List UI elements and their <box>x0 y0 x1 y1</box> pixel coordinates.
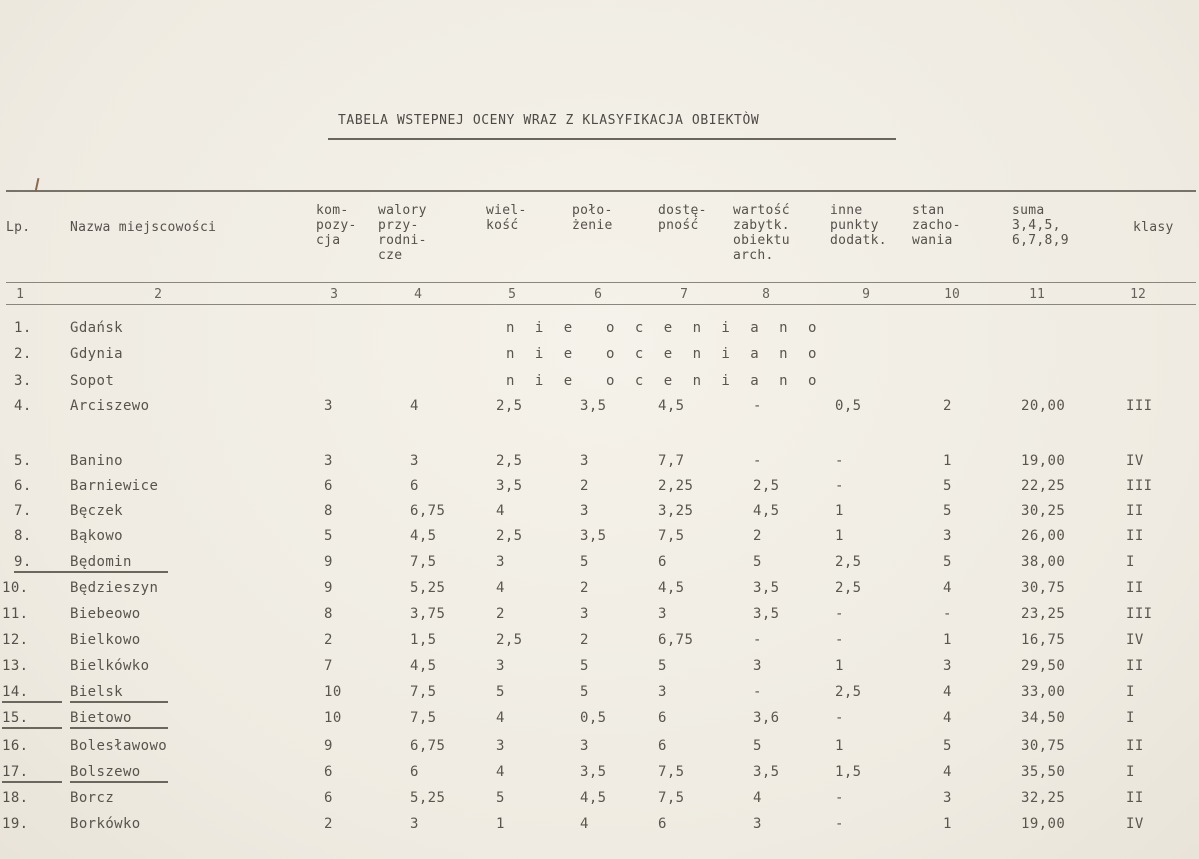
score-cell-c6: 3,5 <box>580 398 607 414</box>
score-cell-c3: 6 <box>324 764 333 780</box>
score-cell-c8: 3 <box>753 658 762 674</box>
score-cell-c9: 1,5 <box>835 764 862 780</box>
score-cell-c4: 3 <box>410 453 419 469</box>
not-rated-note: o c e n i a n o <box>606 373 823 389</box>
score-cell-c7: 2,25 <box>658 478 694 494</box>
score-cell-c6: 2 <box>580 580 589 596</box>
row-number: 13. <box>2 658 29 674</box>
place-name: Borkówko <box>70 816 141 832</box>
score-cell-c7: 7,5 <box>658 528 685 544</box>
score-cell-c3: 2 <box>324 816 333 832</box>
score-cell-c5: 5 <box>496 684 505 700</box>
score-cell-c5: 4 <box>496 764 505 780</box>
score-cell-c9: - <box>835 816 844 832</box>
score-cell-c8: 3 <box>753 816 762 832</box>
score-cell-c9: - <box>835 453 844 469</box>
score-cell-c8: 5 <box>753 554 762 570</box>
place-name: Bielkówko <box>70 658 150 674</box>
row-number: 16. <box>2 738 29 754</box>
score-cell-c5: 2,5 <box>496 528 523 544</box>
place-name: Bielkowo <box>70 632 141 648</box>
column-header: wartość zabytk. obiektu arch. <box>733 203 790 263</box>
score-cell-c7: 6 <box>658 816 667 832</box>
column-number: 9 <box>862 287 870 302</box>
place-name: Bęczek <box>70 503 123 519</box>
score-cell-c5: 3 <box>496 738 505 754</box>
score-cell-c5: 2,5 <box>496 632 523 648</box>
column-number: 6 <box>594 287 602 302</box>
score-cell-c6: 5 <box>580 684 589 700</box>
column-header: stan zacho- wania <box>912 203 961 248</box>
place-name: Bąkowo <box>70 528 123 544</box>
score-cell-c4: 4,5 <box>410 658 437 674</box>
score-cell-c3: 3 <box>324 398 333 414</box>
row-number: 7. <box>14 503 32 519</box>
score-cell-c6: 2 <box>580 478 589 494</box>
score-cell-c10: 5 <box>943 738 952 754</box>
score-cell-c10: 3 <box>943 528 952 544</box>
column-header: Lp. <box>6 220 31 235</box>
score-cell-c6: 4 <box>580 816 589 832</box>
score-cell-c5: 2,5 <box>496 453 523 469</box>
place-name: Gdynia <box>70 346 123 362</box>
score-cell-c3: 8 <box>324 606 333 622</box>
score-cell-c11: 34,50 <box>1021 710 1066 726</box>
row-number: 19. <box>2 816 29 832</box>
score-cell-c11: 26,00 <box>1021 528 1066 544</box>
score-cell-c5: 3,5 <box>496 478 523 494</box>
place-name: Będzieszyn <box>70 580 159 596</box>
score-cell-c12: I <box>1126 764 1135 780</box>
score-cell-c11: 33,00 <box>1021 684 1066 700</box>
score-cell-c9: 1 <box>835 658 844 674</box>
score-cell-c9: - <box>835 790 844 806</box>
score-cell-c12: I <box>1126 684 1135 700</box>
score-cell-c8: 4,5 <box>753 503 780 519</box>
score-cell-c10: 5 <box>943 478 952 494</box>
row-number: 4. <box>14 398 32 414</box>
row-number: 18. <box>2 790 29 806</box>
score-cell-c6: 3 <box>580 503 589 519</box>
row-number: 9. <box>14 554 74 573</box>
score-cell-c10: 1 <box>943 816 952 832</box>
score-cell-c11: 16,75 <box>1021 632 1066 648</box>
score-cell-c6: 4,5 <box>580 790 607 806</box>
place-name: Gdańsk <box>70 320 123 336</box>
score-cell-c8: 2,5 <box>753 478 780 494</box>
score-cell-c4: 5,25 <box>410 580 446 596</box>
column-number: 11 <box>1029 287 1045 302</box>
score-cell-c12: I <box>1126 710 1135 726</box>
score-cell-c8: 4 <box>753 790 762 806</box>
score-cell-c10: 5 <box>943 503 952 519</box>
column-header: walory przy- rodni- cze <box>378 203 427 263</box>
place-name: Będomin <box>70 554 168 573</box>
score-cell-c9: - <box>835 710 844 726</box>
score-cell-c5: 4 <box>496 710 505 726</box>
score-cell-c10: 1 <box>943 453 952 469</box>
score-cell-c7: 4,5 <box>658 398 685 414</box>
not-rated-note: o c e n i a n o <box>606 346 823 362</box>
score-cell-c5: 1 <box>496 816 505 832</box>
score-cell-c9: 1 <box>835 503 844 519</box>
row-number: 17. <box>2 764 62 783</box>
row-number: 3. <box>14 373 32 389</box>
score-cell-c9: - <box>835 606 844 622</box>
row-number: 5. <box>14 453 32 469</box>
column-number: 10 <box>944 287 960 302</box>
score-cell-c7: 4,5 <box>658 580 685 596</box>
score-cell-c8: 3,5 <box>753 764 780 780</box>
place-name: Bietowo <box>70 710 168 729</box>
score-cell-c10: 1 <box>943 632 952 648</box>
score-cell-c6: 3,5 <box>580 764 607 780</box>
score-cell-c11: 30,75 <box>1021 580 1066 596</box>
score-cell-c12: II <box>1126 503 1144 519</box>
score-cell-c4: 6,75 <box>410 738 446 754</box>
score-cell-c12: II <box>1126 790 1144 806</box>
column-number: 7 <box>680 287 688 302</box>
score-cell-c10: 2 <box>943 398 952 414</box>
score-cell-c6: 2 <box>580 632 589 648</box>
row-number: 10. <box>2 580 29 596</box>
score-cell-c7: 6 <box>658 710 667 726</box>
score-cell-c4: 5,25 <box>410 790 446 806</box>
score-cell-c8: - <box>753 453 762 469</box>
score-cell-c3: 9 <box>324 580 333 596</box>
score-cell-c5: 3 <box>496 658 505 674</box>
column-header: wiel- kość <box>486 203 527 233</box>
score-cell-c7: 5 <box>658 658 667 674</box>
score-cell-c3: 3 <box>324 453 333 469</box>
score-cell-c12: III <box>1126 398 1153 414</box>
row-number: 14. <box>2 684 62 703</box>
score-cell-c4: 7,5 <box>410 710 437 726</box>
score-cell-c7: 7,5 <box>658 790 685 806</box>
score-cell-c8: 3,5 <box>753 606 780 622</box>
column-header: Nazwa miejscowości <box>70 220 217 235</box>
row-number: 11. <box>2 606 29 622</box>
place-name: Barniewice <box>70 478 159 494</box>
score-cell-c4: 4 <box>410 398 419 414</box>
column-number: 5 <box>508 287 516 302</box>
score-cell-c6: 3 <box>580 606 589 622</box>
document-title: TABELA WSTEPNEJ OCENY WRAZ Z KLASYFIKACJA OBIEKTÒW <box>338 113 760 128</box>
score-cell-c6: 0,5 <box>580 710 607 726</box>
column-number: 12 <box>1130 287 1146 302</box>
score-cell-c7: 7,5 <box>658 764 685 780</box>
column-number: 3 <box>330 287 338 302</box>
score-cell-c9: 2,5 <box>835 554 862 570</box>
score-cell-c8: 2 <box>753 528 762 544</box>
score-cell-c8: 5 <box>753 738 762 754</box>
score-cell-c12: IV <box>1126 632 1144 648</box>
score-cell-c11: 23,25 <box>1021 606 1066 622</box>
score-cell-c3: 2 <box>324 632 333 648</box>
table-top-rule <box>6 190 1196 192</box>
score-cell-c9: 1 <box>835 738 844 754</box>
not-rated-note: n i e <box>506 346 579 362</box>
place-name: Bielsk <box>70 684 168 703</box>
score-cell-c5: 2,5 <box>496 398 523 414</box>
score-cell-c8: 3,6 <box>753 710 780 726</box>
score-cell-c11: 20,00 <box>1021 398 1066 414</box>
score-cell-c12: III <box>1126 478 1153 494</box>
score-cell-c4: 6,75 <box>410 503 446 519</box>
score-cell-c5: 4 <box>496 580 505 596</box>
column-header: kom- pozy- cja <box>316 203 357 248</box>
score-cell-c3: 10 <box>324 710 342 726</box>
score-cell-c12: II <box>1126 528 1144 544</box>
column-number-rule <box>6 304 1196 305</box>
column-header: inne punkty dodatk. <box>830 203 887 248</box>
score-cell-c9: 2,5 <box>835 684 862 700</box>
score-cell-c11: 30,25 <box>1021 503 1066 519</box>
score-cell-c10: 5 <box>943 554 952 570</box>
score-cell-c4: 3 <box>410 816 419 832</box>
score-cell-c8: - <box>753 684 762 700</box>
score-cell-c10: 4 <box>943 764 952 780</box>
score-cell-c11: 32,25 <box>1021 790 1066 806</box>
not-rated-note: n i e <box>506 373 579 389</box>
score-cell-c9: 2,5 <box>835 580 862 596</box>
score-cell-c8: - <box>753 398 762 414</box>
score-cell-c12: IV <box>1126 816 1144 832</box>
score-cell-c7: 6 <box>658 738 667 754</box>
score-cell-c10: 4 <box>943 580 952 596</box>
score-cell-c8: 3,5 <box>753 580 780 596</box>
score-cell-c12: I <box>1126 554 1135 570</box>
score-cell-c3: 9 <box>324 738 333 754</box>
column-number: 4 <box>414 287 422 302</box>
row-number: 8. <box>14 528 32 544</box>
place-name: Arciszewo <box>70 398 150 414</box>
score-cell-c12: II <box>1126 580 1144 596</box>
score-cell-c3: 7 <box>324 658 333 674</box>
place-name: Sopot <box>70 373 115 389</box>
column-header: dostę- pność <box>658 203 707 233</box>
row-number: 6. <box>14 478 32 494</box>
score-cell-c4: 6 <box>410 764 419 780</box>
score-cell-c7: 6 <box>658 554 667 570</box>
place-name: Banino <box>70 453 123 469</box>
score-cell-c4: 1,5 <box>410 632 437 648</box>
score-cell-c10: - <box>943 606 952 622</box>
score-cell-c9: - <box>835 478 844 494</box>
score-cell-c4: 7,5 <box>410 554 437 570</box>
score-cell-c5: 2 <box>496 606 505 622</box>
score-cell-c4: 4,5 <box>410 528 437 544</box>
row-number: 15. <box>2 710 62 729</box>
column-header: suma 3,4,5, 6,7,8,9 <box>1012 203 1069 248</box>
score-cell-c5: 5 <box>496 790 505 806</box>
score-cell-c11: 30,75 <box>1021 738 1066 754</box>
score-cell-c12: III <box>1126 606 1153 622</box>
column-number: 8 <box>762 287 770 302</box>
score-cell-c10: 3 <box>943 658 952 674</box>
score-cell-c5: 3 <box>496 554 505 570</box>
score-cell-c12: II <box>1126 738 1144 754</box>
score-cell-c3: 6 <box>324 478 333 494</box>
score-cell-c3: 8 <box>324 503 333 519</box>
column-header: klasy <box>1133 220 1174 235</box>
not-rated-note: n i e <box>506 320 579 336</box>
score-cell-c3: 9 <box>324 554 333 570</box>
score-cell-c5: 4 <box>496 503 505 519</box>
place-name: Biebeowo <box>70 606 141 622</box>
row-number: 12. <box>2 632 29 648</box>
score-cell-c11: 19,00 <box>1021 453 1066 469</box>
score-cell-c12: II <box>1126 658 1144 674</box>
column-number: 1 <box>16 287 24 302</box>
score-cell-c6: 3 <box>580 453 589 469</box>
score-cell-c12: IV <box>1126 453 1144 469</box>
score-cell-c4: 7,5 <box>410 684 437 700</box>
score-cell-c7: 6,75 <box>658 632 694 648</box>
row-number: 2. <box>14 346 32 362</box>
score-cell-c11: 19,00 <box>1021 816 1066 832</box>
row-number: 1. <box>14 320 32 336</box>
score-cell-c11: 38,00 <box>1021 554 1066 570</box>
score-cell-c7: 7,7 <box>658 453 685 469</box>
score-cell-c6: 3,5 <box>580 528 607 544</box>
score-cell-c7: 3,25 <box>658 503 694 519</box>
score-cell-c7: 3 <box>658 606 667 622</box>
score-cell-c10: 4 <box>943 684 952 700</box>
score-cell-c9: 0,5 <box>835 398 862 414</box>
score-cell-c9: - <box>835 632 844 648</box>
score-cell-c8: - <box>753 632 762 648</box>
score-cell-c6: 3 <box>580 738 589 754</box>
score-cell-c11: 22,25 <box>1021 478 1066 494</box>
score-cell-c7: 3 <box>658 684 667 700</box>
score-cell-c11: 29,50 <box>1021 658 1066 674</box>
place-name: Bolesławowo <box>70 738 168 754</box>
score-cell-c4: 3,75 <box>410 606 446 622</box>
score-cell-c4: 6 <box>410 478 419 494</box>
score-cell-c3: 10 <box>324 684 342 700</box>
score-cell-c9: 1 <box>835 528 844 544</box>
score-cell-c11: 35,50 <box>1021 764 1066 780</box>
not-rated-note: o c e n i a n o <box>606 320 823 336</box>
score-cell-c3: 6 <box>324 790 333 806</box>
score-cell-c6: 5 <box>580 554 589 570</box>
column-header: poło- żenie <box>572 203 613 233</box>
place-name: Bolszewo <box>70 764 168 783</box>
title-underline <box>328 138 896 140</box>
column-number: 2 <box>154 287 162 302</box>
score-cell-c3: 5 <box>324 528 333 544</box>
score-cell-c6: 5 <box>580 658 589 674</box>
score-cell-c10: 4 <box>943 710 952 726</box>
score-cell-c10: 3 <box>943 790 952 806</box>
header-bottom-rule <box>6 282 1196 283</box>
place-name: Borcz <box>70 790 115 806</box>
